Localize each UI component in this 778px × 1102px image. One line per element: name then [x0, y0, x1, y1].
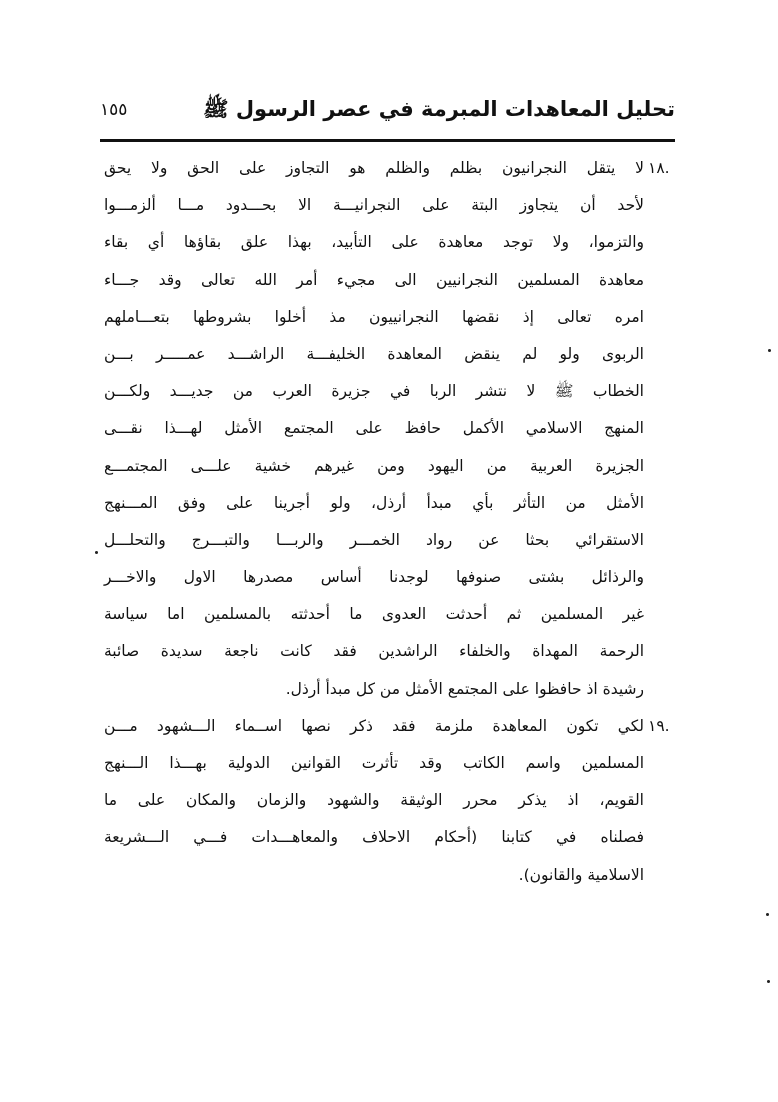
text-line: والتزموا، ولا توجد معاهدة على التأبيد، بهذا علق بقاؤها أي بقاء	[104, 233, 644, 252]
text-line: والرذائل بشتى صنوفها لوجدنا أساس مصدرها الاول والاخـــر	[104, 568, 644, 587]
numbered-item-19	[104, 708, 670, 894]
text-line: القويم، اذ يذكر محرر الوثيقة والشهود والزمان والمكان على ما	[104, 791, 644, 810]
text-line: فصلناه في كتابنا (أحكام الاحلاف والمعاهـــدات فـــي الـــشريعة	[104, 828, 644, 847]
numbered-item-18	[104, 150, 670, 708]
scan-speck	[767, 980, 770, 983]
body-text	[104, 150, 670, 894]
text-line: المسلمين واسم الكاتب وقد تأثرت القوانين الدولية بهـــذا الـــنهج	[104, 754, 644, 772]
text-line: المنهج الاسلامي الأكمل حافظ على المجتمع الأمثل لهـــذا نقـــى	[104, 419, 644, 438]
text-line: لكي تكون المعاهدة ملزمة فقد ذكر نصها اســماء الـــشهود مـــن	[104, 716, 644, 735]
header-title: تحليل المعاهدات المبرمة في عصر الرسول ﷺ	[203, 97, 675, 121]
header-divider	[100, 139, 675, 142]
text-line: الخطاب ﷺ لا نتشر الربا في جزيرة العرب من جديـــد ولكـــن	[104, 382, 644, 401]
text-line: رشيدة اذ حافظوا على المجتمع الأمثل من كل مبدأ أرذل.	[285, 679, 644, 698]
text-line: الجزيرة العربية من اليهود ومن غيرهم خشية علـــى المجتمـــع	[104, 456, 644, 475]
text-line: امره تعالى إذ نقضها النجرانييون مذ أخلوا بشروطها بتعـــاملهم	[104, 307, 644, 326]
text-line: الأمثل من التأثر بأي مبدأ أرذل، ولو أجرينا على وفق المـــنهج	[104, 493, 644, 512]
text-line: لا يتقل النجرانيون بظلم والظلم هو التجاوز على الحق ولا يحق	[104, 159, 644, 177]
text-line: الربوى ولو لم ينقض المعاهدة الخليفـــة الراشـــد عمـــــر بـــن	[104, 344, 644, 363]
item-number: .١٩	[648, 716, 670, 735]
scan-speck	[95, 551, 98, 554]
text-line: لأحد أن يتجاوز البتة على النجرانيـــة الا بحـــدود مـــا ألزمـــوا	[104, 196, 644, 215]
text-line: معاهدة المسلمين النجرانيين الى مجيء أمر الله تعالى وقد جـــاء	[104, 270, 644, 289]
text-line: الاسلامية والقانون).	[518, 865, 644, 884]
scan-speck	[768, 349, 771, 352]
text-line: غير المسلمين ثم أحدثت العدوى ما أحدثته بالمسلمين اما سياسة	[104, 605, 644, 624]
item-number: .١٨	[648, 159, 670, 177]
running-header	[100, 88, 675, 128]
scan-speck	[766, 913, 769, 916]
text-line: الرحمة المهداة والخلفاء الراشدين فقد كانت ناجعة سديدة صائبة	[104, 642, 644, 661]
text-line: الاستقرائي بحثا عن رواد الخمـــر والربـــا والتبـــرج والتحلـــل	[104, 530, 644, 549]
page-number: ١٥٥	[100, 100, 128, 120]
